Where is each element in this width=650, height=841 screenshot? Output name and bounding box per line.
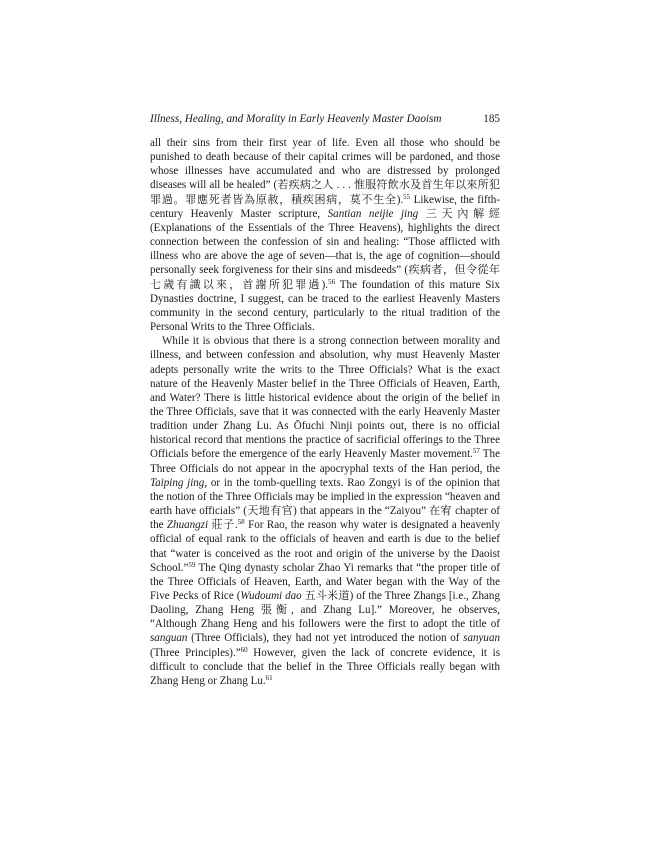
- footnote-ref: 56: [328, 277, 336, 286]
- footnote-ref: 61: [265, 673, 273, 682]
- text-run: (Three Principles).”: [150, 646, 241, 659]
- italic-term: Taiping jing: [150, 476, 205, 489]
- paragraph: [150, 334, 500, 688]
- footnote-ref: 58: [237, 518, 245, 527]
- text-run: For Rao, the reason why water is designated a heavenly official of equal rank to the officials of heaven and earth is due to the belief that “water is conceived as the root and origin of the universe by the Daoist School.”: [150, 519, 500, 574]
- text-run: Likewise, the fifth-century Heavenly Master scripture,: [150, 193, 500, 220]
- body-text: [150, 136, 500, 688]
- paragraph: [150, 136, 500, 334]
- text-run: (Three Officials), they had not yet introduced the notion of: [187, 632, 464, 645]
- text-run: However, given the lack of concrete evidence, it is difficult to conclude that the belief in the Three Officials really began with Zhang Heng or Zhang Lu.: [150, 646, 500, 687]
- footnote-ref: 60: [240, 645, 248, 654]
- text-run: all their sins from their first year of life. Even all those who should be punished to death because of their capital crimes will be pardoned, and those whose illnesses have accumulated and who are distressed by prolonged diseases will all be healed” (若疾病之人 . . . 惟服符飲水及首生年以來所犯罪過。罪應死者皆為原赦，積疾困病，莫不生全).: [150, 137, 500, 206]
- text-run: The Qing dynasty scholar Zhao Yi remarks that “the proper title of the Three Officials of Heaven, Earth, and Water began with the Way of the Five Pecks of Rice (: [150, 561, 500, 602]
- footnote-ref: 59: [188, 560, 196, 569]
- italic-term: Wudoumi dao: [240, 590, 302, 602]
- text-run: The foundation of this mature Six Dynasties doctrine, I suggest, can be traced to the earliest Heavenly Masters community in the second century, particularly to the ritual tradition of the Personal Writs to the Three Officials.: [150, 278, 500, 334]
- italic-term: sanguan: [150, 632, 188, 645]
- running-head-title: Illness, Healing, and Morality in Early Heavenly Master Daoism: [150, 113, 442, 125]
- text-run: While it is obvious that there is a strong connection between morality and illness, and between confession and absolution, why must Heavenly Master adepts personally write the writs to the Three Officials? What is the exact nature of the Heavenly Master belief in the Three Officials of Heaven, Earth, and Water? There is little historical evidence about the origin of the belief in the Three Officials, save that it was connected with the early Heavenly Master tradition under Zhang Lu. As Ōfuchi Ninji points out, there is no official historical record that mentions the practice of sacrificial offerings to the Three Officials before the emergence of the early Heavenly Master movement.: [150, 335, 500, 461]
- running-head: [150, 112, 500, 126]
- footnote-ref: 55: [403, 192, 411, 201]
- text-run: , or in the tomb-quelling texts. Rao Zongyi is of the opinion that the notion of the Three Officials may be implied in the expression “heaven and earth have officials” (天地有官) that appears in the “Zaiyou” 在宥 chapter of the: [150, 476, 500, 532]
- text-run: The Three Officials do not appear in the apocryphal texts of the Han period, the: [150, 448, 500, 475]
- text-run: 莊子.: [208, 519, 238, 532]
- footnote-ref: 57: [472, 447, 480, 456]
- italic-term: sanyuan: [463, 632, 500, 645]
- italic-term: Zhuangzi: [166, 519, 209, 532]
- text-run: 三天內解經 (Explanations of the Essentials of the Three Heavens), highlights the direct connection between the confession of sin and healing: “Those afflicted with illness who are above the age of seven—that is, the age of cognition—should personally seek forgiveness for their sins and misdeeds” (疾病者，但令從年七歲有識以來，首謝所犯罪過).: [150, 207, 500, 291]
- italic-term: Santian neijie jing: [327, 207, 419, 220]
- page-number: 185: [483, 113, 500, 125]
- text-run: 五斗米道) of the Three Zhangs [i.e., Zhang Daoling, Zhang Heng 張衡, and Zhang Lu].” Moreover, he observes, “Although Zhang Heng and his followers were the first to adopt the title of: [150, 590, 500, 631]
